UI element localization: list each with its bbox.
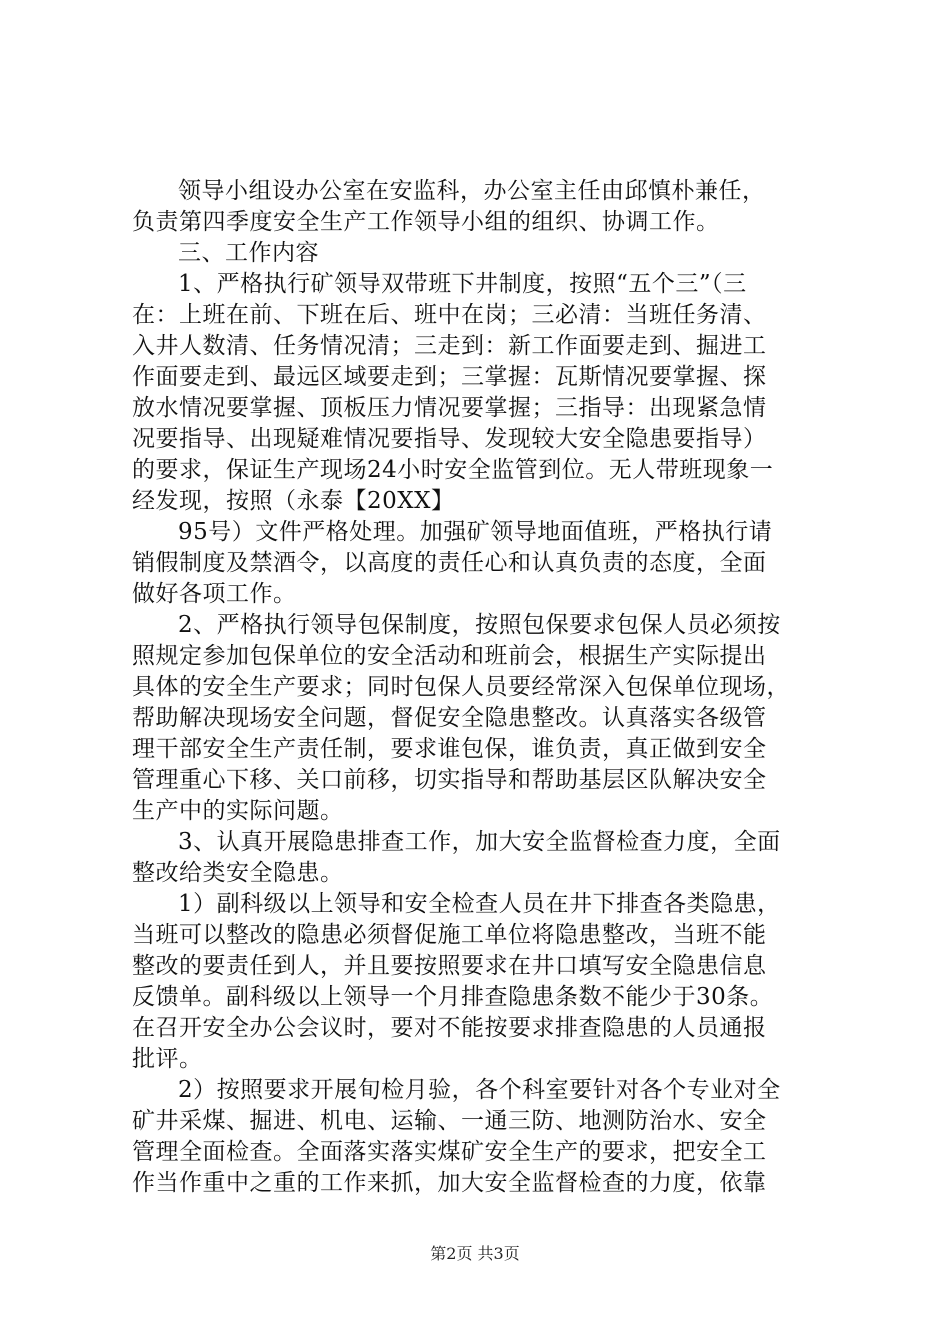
- text-line: 3、认真开展隐患排查工作，加大安全监督检查力度，全面: [178, 829, 781, 855]
- text-line: 经发现，按照（永泰【20XX】: [132, 488, 455, 514]
- text-line: 做好各项工作。: [132, 581, 297, 607]
- text-line: 95号）文件严格处理。加强矿领导地面值班，严格执行请: [178, 519, 773, 545]
- text-line: 帮助解决现场安全问题，督促安全隐患整改。认真落实各级管: [132, 705, 767, 731]
- document-body: [132, 176, 832, 1199]
- text-line: 管理全面检查。全面落实落实煤矿安全生产的要求，把安全工: [132, 1139, 767, 1165]
- text-line: 领导小组设办公室在安监科，办公室主任由邱慎朴兼任，: [178, 178, 766, 204]
- text-line: 批评。: [132, 1046, 203, 1072]
- text-line: 在：上班在前、下班在后、班中在岗；三必清：当班任务清、: [132, 302, 767, 328]
- text-line: 作面要走到、最远区域要走到；三掌握：瓦斯情况要掌握、探: [132, 364, 767, 390]
- text-line: 1、严格执行矿领导双带班下井制度，按照“五个三”（三: [178, 271, 747, 297]
- text-line: 理干部安全生产责任制，要求谁包保，谁负责，真正做到安全: [132, 736, 767, 762]
- text-line: 生产中的实际问题。: [132, 798, 344, 824]
- text-line: 整改的要责任到人，并且要按照要求在井口填写安全隐患信息: [132, 953, 767, 979]
- text-line: 销假制度及禁酒令，以高度的责任心和认真负责的态度，全面: [132, 550, 767, 576]
- text-line: 2、严格执行领导包保制度，按照包保要求包保人员必须按: [178, 612, 781, 638]
- text-line: 作当作重中之重的工作来抓，加大安全监督检查的力度，依靠: [132, 1170, 767, 1196]
- text-line: 反馈单。副科级以上领导一个月排查隐患条数不能少于30条。: [132, 984, 774, 1010]
- text-line: 的要求，保证生产现场24小时安全监管到位。无人带班现象一: [132, 457, 774, 483]
- text-line: 三、工作内容: [178, 240, 319, 266]
- text-line: 负责第四季度安全生产工作领导小组的组织、协调工作。: [132, 209, 720, 235]
- text-line: 2）按照要求开展旬检月验，各个科室要针对各个专业对全: [178, 1077, 781, 1103]
- text-line: 况要指导、出现疑难情况要指导、发现较大安全隐患要指导）: [132, 426, 767, 452]
- text-line: 入井人数清、任务情况清；三走到：新工作面要走到、掘进工: [132, 333, 767, 359]
- text-line: 整改给类安全隐患。: [132, 860, 344, 886]
- text-line: 照规定参加包保单位的安全活动和班前会，根据生产实际提出: [132, 643, 767, 669]
- text-line: 放水情况要掌握、顶板压力情况要掌握；三指导：出现紧急情: [132, 395, 767, 421]
- text-line: 矿井采煤、掘进、机电、运输、一通三防、地测防治水、安全: [132, 1108, 767, 1134]
- page-number-footer: 第2页 共3页: [430, 1244, 520, 1263]
- text-line: 1）副科级以上领导和安全检查人员在井下排查各类隐患，: [178, 891, 781, 917]
- text-line: 管理重心下移、关口前移，切实指导和帮助基层区队解决安全: [132, 767, 767, 793]
- text-line: 具体的安全生产要求；同时包保人员要经常深入包保单位现场，: [132, 674, 790, 700]
- text-line: 在召开安全办公会议时，要对不能按要求排查隐患的人员通报: [132, 1015, 767, 1041]
- text-line: 当班可以整改的隐患必须督促施工单位将隐患整改，当班不能: [132, 922, 767, 948]
